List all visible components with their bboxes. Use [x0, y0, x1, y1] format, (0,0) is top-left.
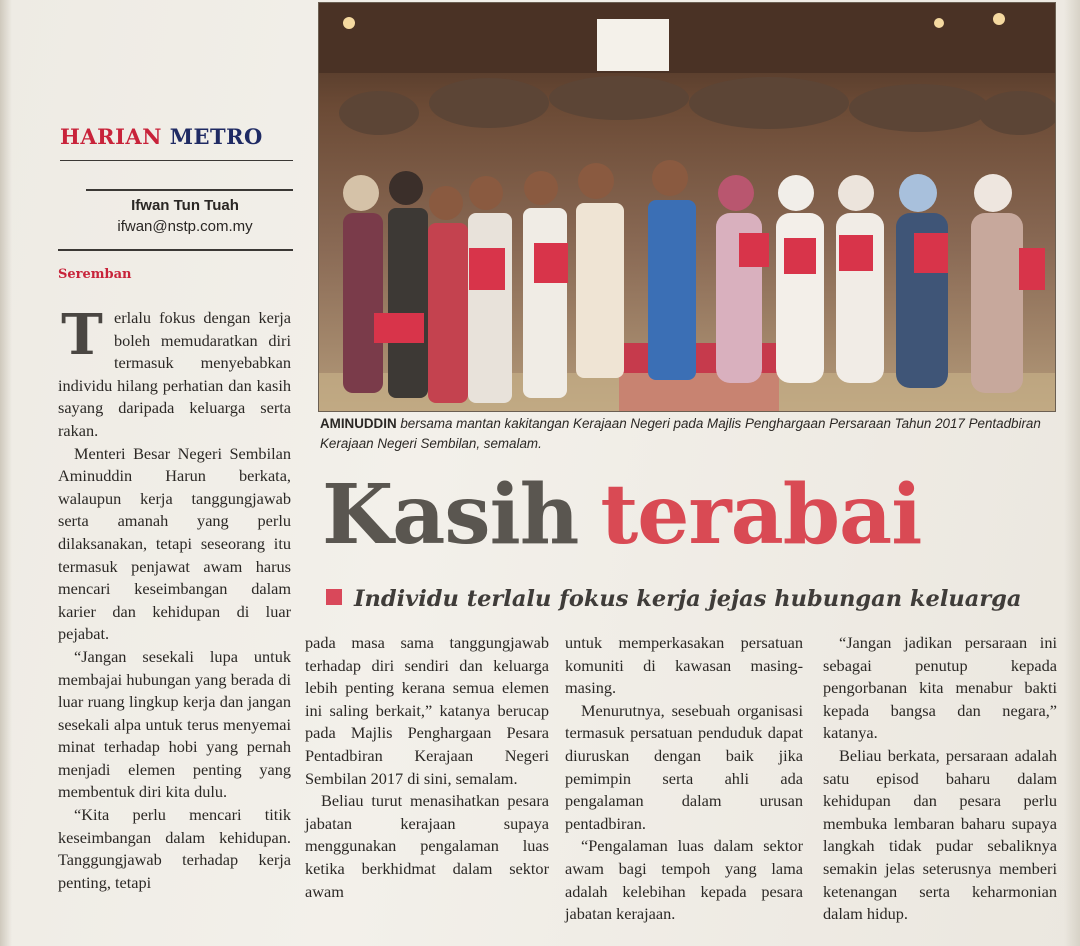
- dateline: Seremban: [58, 267, 132, 282]
- article-paragraph: pada masa sama tanggungjawab terhadap diri sendiri dan keluarga lebih penting kerana semua elemen ini saling berkait,” katanya berucap pada Majlis Penghargaan Pesara Pentadbiran Kerajaan Negeri Sembilan 2017 di sini, semalam.: [305, 633, 549, 788]
- byline-email: ifwan@nstp.com.my: [117, 218, 253, 235]
- headline-word-2: terabai: [600, 467, 922, 563]
- square-bullet-icon: [326, 589, 342, 605]
- article-column-2: [305, 632, 549, 903]
- article-paragraph: “Jangan sesekali lupa untuk membajai hubungan yang berada di luar ruang lingkup kerja dan jangan sesekali alpa untuk terus menyemai minat terhadap hobi yang pernah menjadi elemen penting yang membentuk diri kita dulu.: [58, 646, 291, 802]
- drop-cap: T: [61, 302, 103, 368]
- byline-bottom-rule: [58, 249, 293, 251]
- article-paragraph: untuk memperkasakan persatuan komuniti di kawasan masing-masing.: [565, 633, 803, 698]
- article-paragraph: Menteri Besar Negeri Sembilan Aminuddin Harun berkata, walaupun kerja tanggungjawab serta amanah yang perlu dilaksanakan, tetapi seseorang itu termasuk penjawat awam harus mencari keseimbangan dalam karier dan kehidupan di luar pejabat.: [58, 443, 291, 644]
- page-fold-shadow: [0, 0, 12, 946]
- article-paragraph: Menurutnya, sesebuah organisasi termasuk persatuan penduduk dapat diuruskan dengan baik jika pemimpin serta ahli ada pengalaman dalam urusan pentadbiran.: [565, 700, 803, 833]
- article-paragraph: “Kita perlu mencari titik keseimbangan dalam kehidupan. Tanggungjawab terhadap kerja penting, tetapi: [58, 805, 291, 892]
- caption-text: bersama mantan kakitangan Kerajaan Negeri pada Majlis Penghargaan Persaraan Tahun 2017 Pentadbiran Kerajaan Negeri Sembilan, semalam.: [320, 416, 1041, 451]
- subheadline-text: Individu terlalu fokus kerja jejas hubungan keluarga: [354, 586, 1022, 612]
- article-paragraph: Beliau turut menasihatkan pesara jabatan kerajaan supaya menggunakan pengalaman luas ketika berkhidmat dalam sektor awam: [305, 791, 549, 901]
- masthead-harian: HARIAN: [60, 124, 162, 149]
- headline-word-1: Kasih: [322, 467, 579, 563]
- page-edge-shadow: [1064, 0, 1080, 946]
- masthead-logo: [60, 124, 290, 149]
- article-column-4: [823, 632, 1057, 926]
- caption-lead: AMINUDDIN: [320, 416, 397, 431]
- article-paragraph: Beliau berkata, persaraan adalah satu episod baharu dalam kehidupan dan pesara perlu membuka lembaran baharu supaya langkah tidak pudar sebaliknya semakin jelas seterusnya memberi ketenangan serta keharmonian dalam hidup.: [823, 745, 1057, 924]
- article-subheadline: [326, 586, 1056, 612]
- byline-author: Ifwan Tun Tuah: [131, 197, 239, 214]
- photo-caption: [320, 414, 1056, 454]
- masthead-metro: METRO: [169, 124, 263, 149]
- article-column-1: [58, 302, 291, 894]
- article-paragraph: “Pengalaman luas dalam sektor awam bagi tempoh yang lama adalah kelebihan kepada pesara jabatan kerajaan.: [565, 836, 803, 924]
- masthead-underline: [60, 160, 293, 161]
- article-column-3: [565, 632, 803, 926]
- group-photo-image: [318, 2, 1056, 412]
- article-paragraph: Terlalu fokus dengan kerja boleh memudaratkan diri termasuk menyebabkan individu hilang perhatian dan kasih sayang daripada keluarga serta rakan.: [58, 302, 291, 440]
- article-headline: [322, 468, 921, 563]
- byline-top-rule: [86, 189, 293, 191]
- article-paragraph: “Jangan jadikan persaraan ini sebagai penutup kepada pengorbanan kita menabur bakti kepada bangsa dan negara,” katanya.: [823, 633, 1057, 743]
